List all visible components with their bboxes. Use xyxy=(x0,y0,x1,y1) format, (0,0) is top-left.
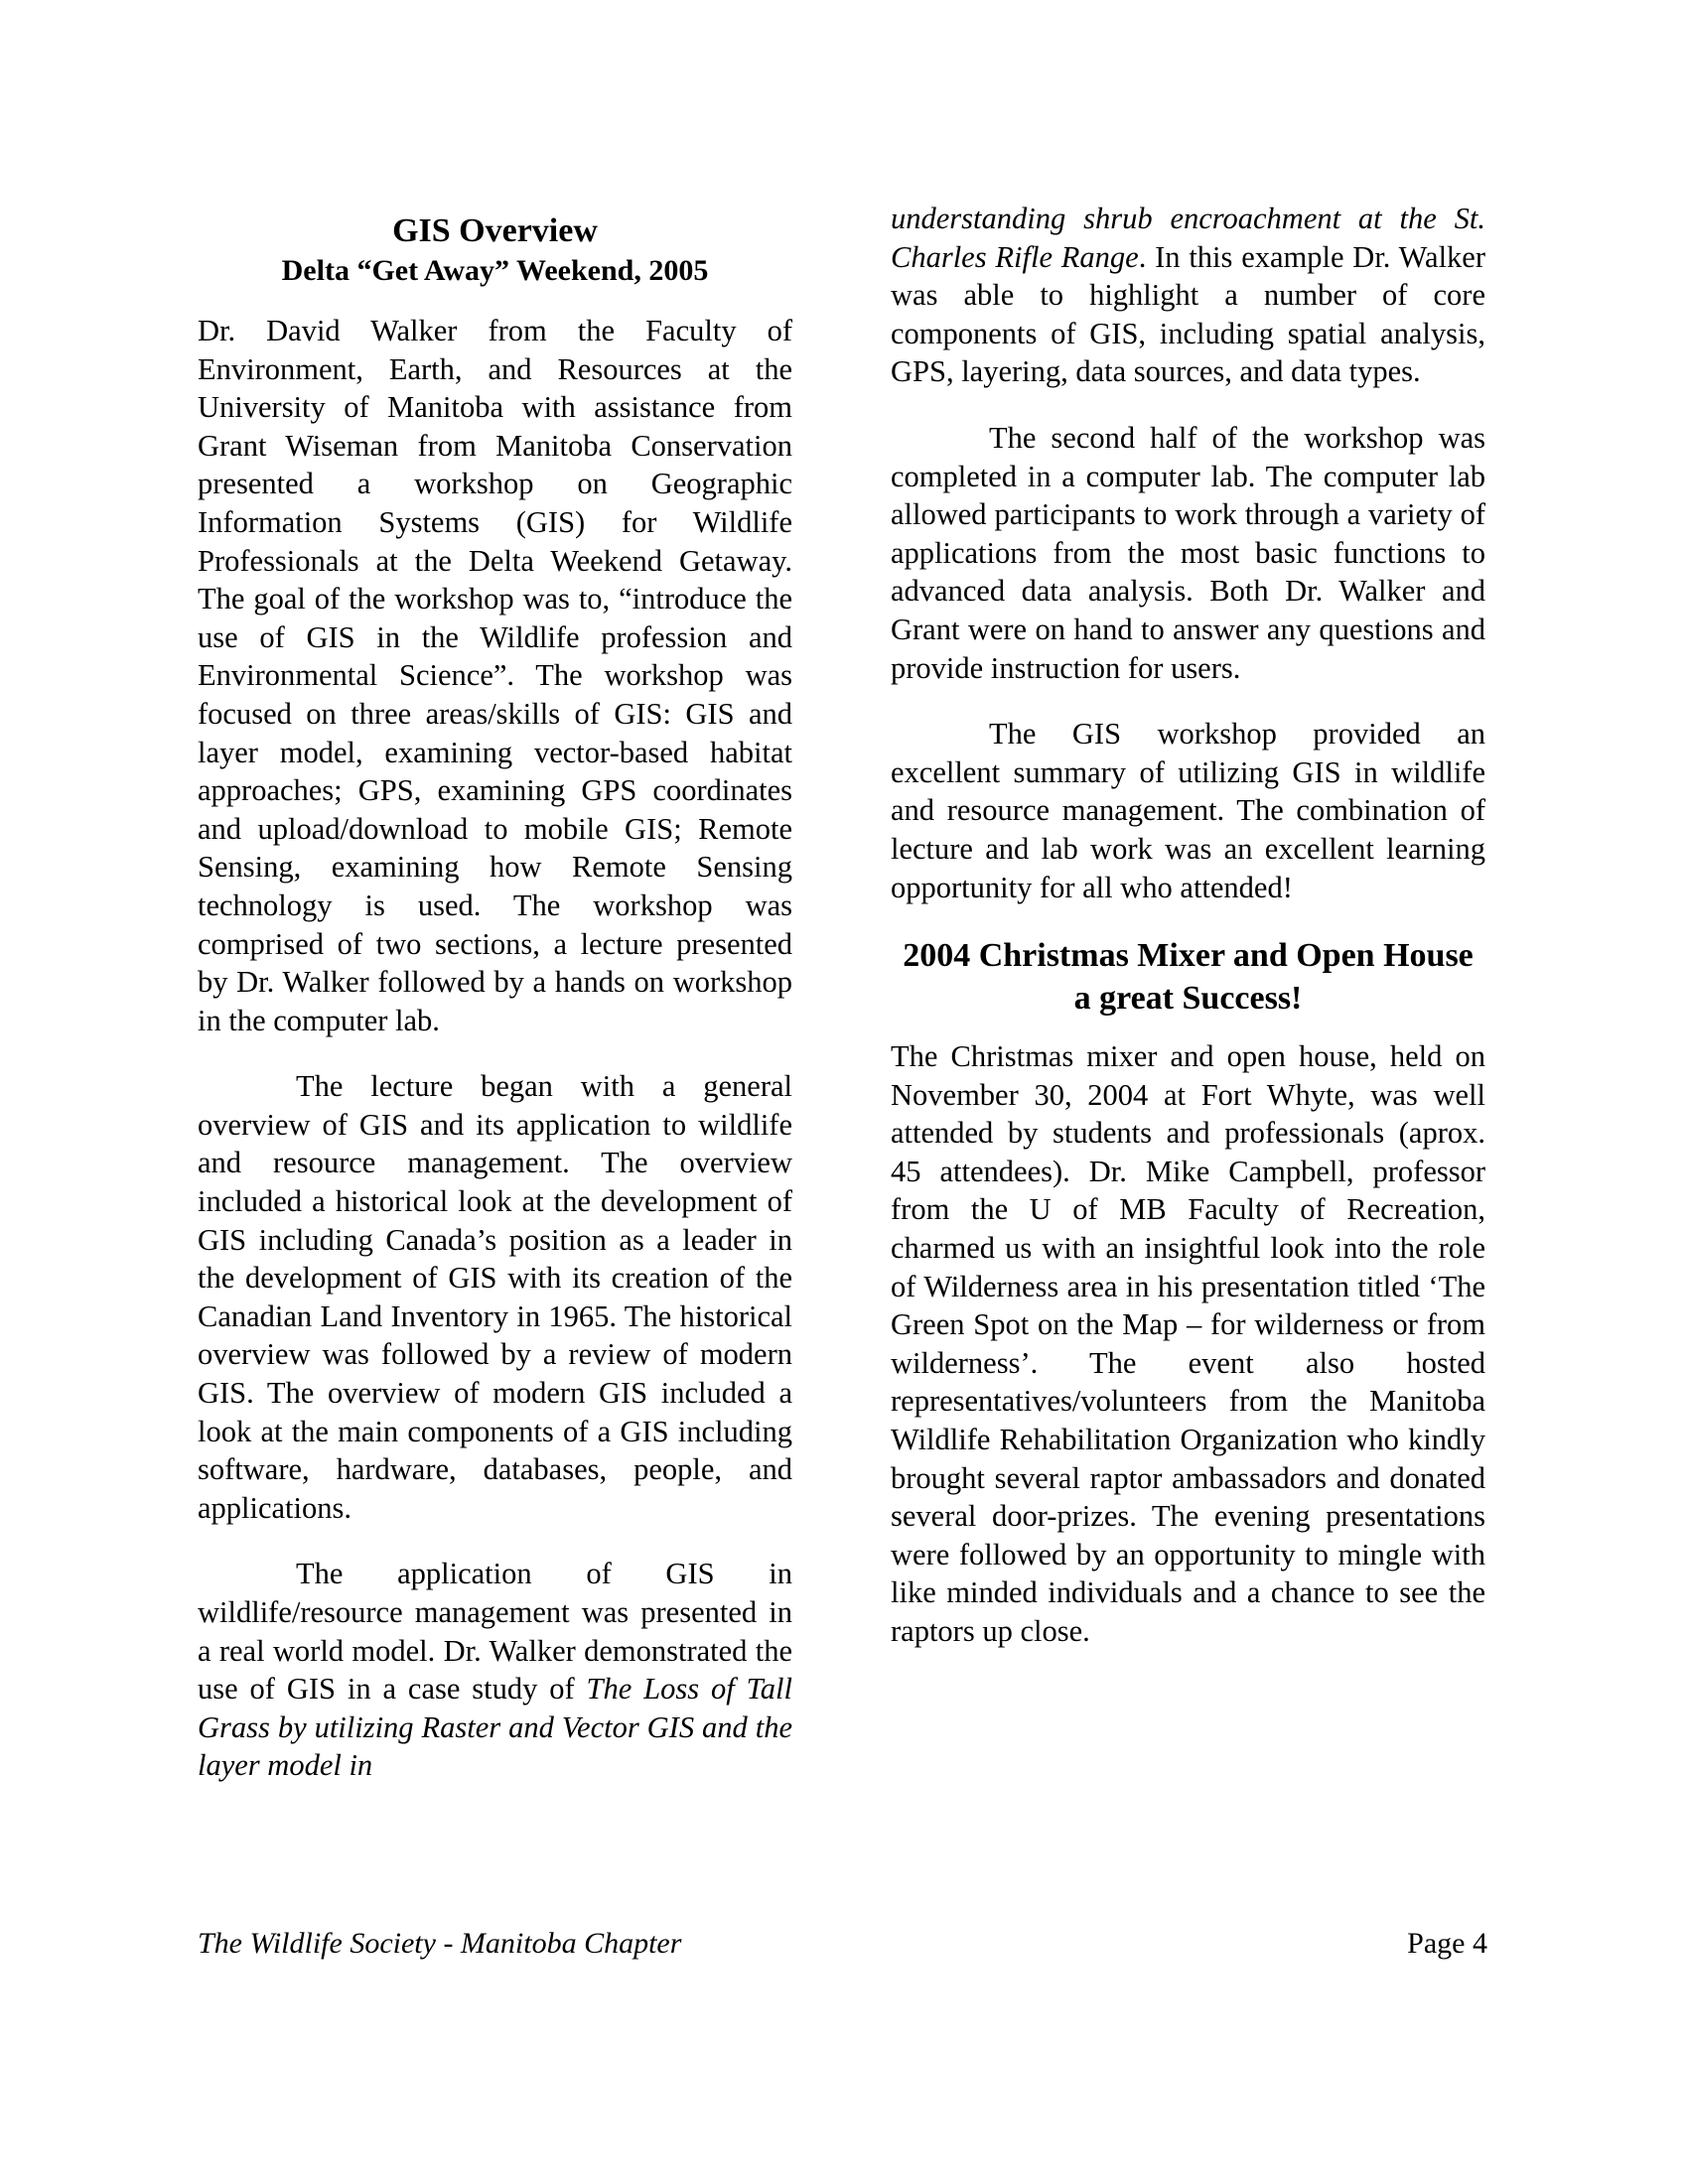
gis-paragraph-5: The GIS workshop provided an excellent summary of utilizing GIS in wildlife and resource management. The combination of lecture and lab work was an excellent learning opportunity for all who attended! xyxy=(891,717,1485,904)
gis-paragraph-3-continued xyxy=(891,200,1485,391)
gis-case-study-title-continued: understanding shrub encroachment at the St. Charles Rifle Range xyxy=(891,202,1485,274)
gis-case-study-title: The Loss of Tall Grass by utilizing Raster and Vector GIS and the layer model in xyxy=(198,1672,792,1783)
gis-paragraph-3-end: . In this example Dr. Walker was able to highlight a number of core components of GIS, including spatial analysis, GPS, layering, data sources, and data types. xyxy=(891,239,1485,389)
mixer-paragraph-1: The Christmas mixer and open house, held on November 30, 2004 at Fort Whyte, was well attended by students and professionals (aprox. 45 attendees). Dr. Mike Campbell, professor from the U of MB Faculty of Recreation, charmed us with an insightful look into the role of Wilderness area in his presentation titled ‘The Green Spot on the Map – for wilderness or from wilderness’. The event also hosted representatives/volunteers from the Manitoba Wildlife Rehabilitation Organization who kindly brought several raptor ambassadors and donated several door-prizes. The evening presentations were followed by an opportunity to mingle with like minded individuals and a chance to see the raptors up close. xyxy=(891,1039,1485,1648)
article-title-gis: GIS Overview xyxy=(392,212,598,249)
article-title-christmas-mixer: 2004 Christmas Mixer and Open House a great Success! xyxy=(903,937,1474,1018)
gis-paragraph-3 xyxy=(198,1555,792,1785)
article-subtitle-gis: Delta “Get Away” Weekend, 2005 xyxy=(281,254,709,287)
footer-page-number: Page 4 xyxy=(1407,1927,1487,1960)
right-column xyxy=(891,200,1485,1679)
gis-paragraph-2: The lecture began with a general overview of GIS and its application to wildlife and resource management. The overview included a historical look at the development of GIS including Canada’s position as a leader in the development of GIS with its creation of the Canadian Land Inventory in 1965. The historical overview was followed by a review of modern GIS. The overview of modern GIS included a look at the main components of a GIS including software, hardware, databases, people, and applications. xyxy=(198,1069,792,1525)
gis-paragraph-1: Dr. David Walker from the Faculty of Environment, Earth, and Resources at the University of Manitoba with assistance from Grant Wiseman from Manitoba Conservation presented a workshop on Geographic Information Systems (GIS) for Wildlife Professionals at the Delta Weekend Getaway. The goal of the workshop was to, “introduce the use of GIS in the Wildlife profession and Environmental Science”. The workshop was focused on three areas/skills of GIS: GIS and layer model, examining vector-based habitat approaches; GPS, examining GPS coordinates and upload/download to mobile GIS; Remote Sensing, examining how Remote Sensing technology is used. The workshop was comprised of two sections, a lecture presented by Dr. Walker followed by a hands on workshop in the computer lab. xyxy=(198,314,792,1037)
gis-paragraph-4: The second half of the workshop was completed in a computer lab. The computer lab allowed participants to work through a variety of applications from the most basic functions to advanced data analysis. Both Dr. Walker and Grant were on hand to answer any questions and provide instruction for users. xyxy=(891,420,1485,685)
footer-publication-name: The Wildlife Society - Manitoba Chapter xyxy=(198,1927,682,1960)
left-column xyxy=(198,195,792,1813)
gis-paragraph-3-start: The application of GIS in wildlife/resource management was presented in a real world model. Dr. Walker demonstrated the use of GIS in a case study of xyxy=(198,1557,792,1706)
